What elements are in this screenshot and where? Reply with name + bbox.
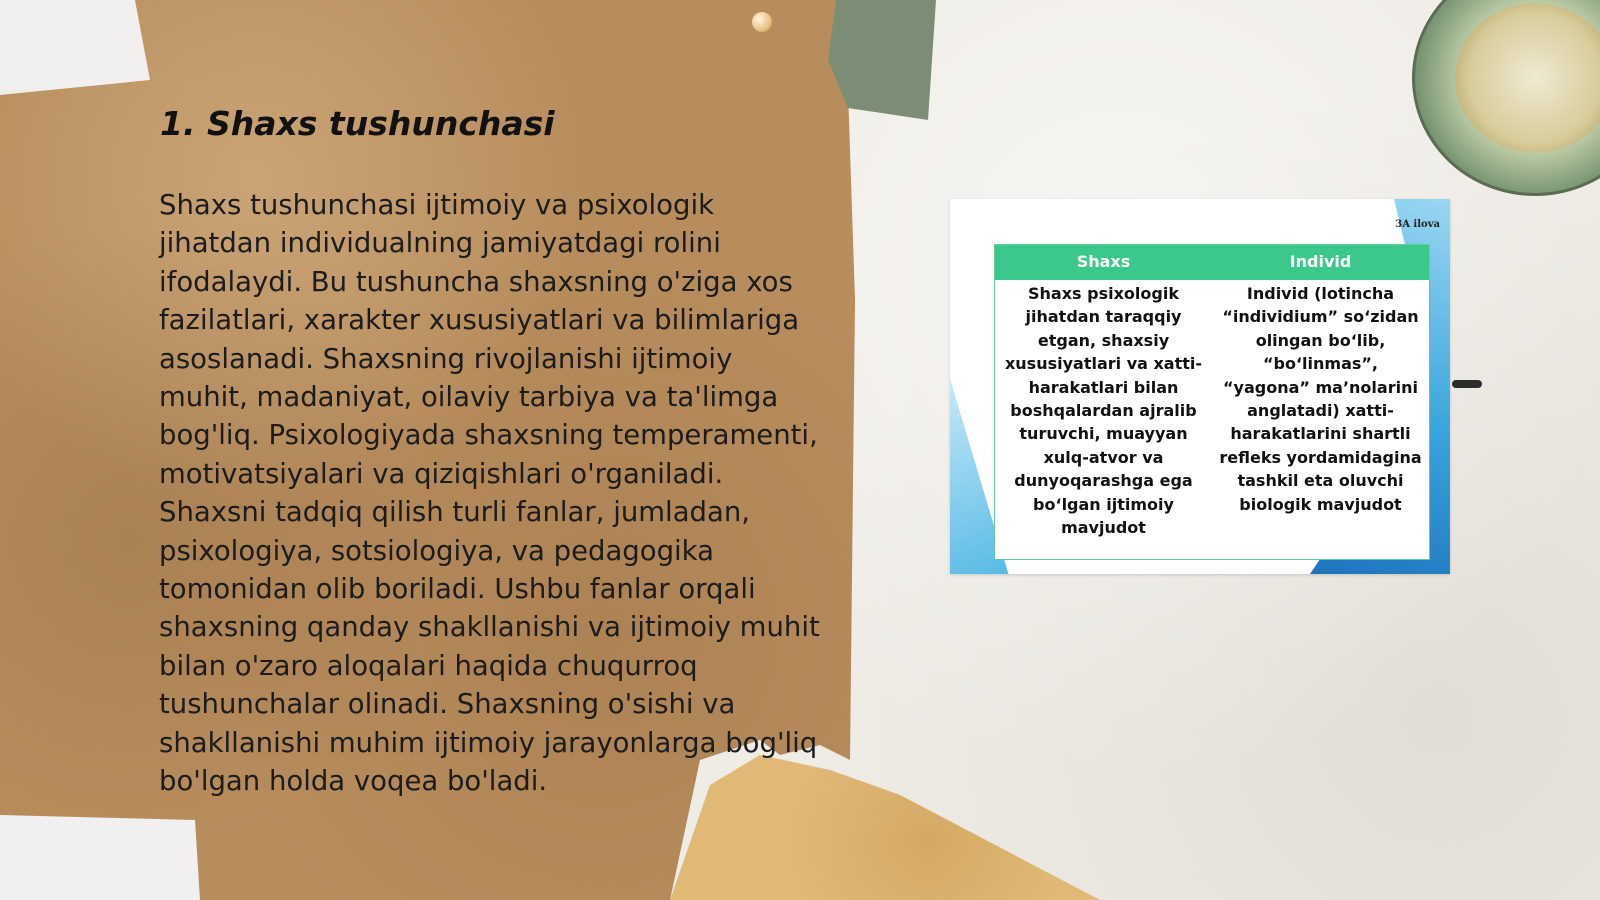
torn-paper-corner — [0, 0, 160, 90]
table-cell-shaxs: Shaxs psixologik jihatdan taraqqiy etgan, shaxsiy xususiyatlari va xatti-harakatlari bilan boshqalardan ajralib turuvchi, muayyan xulq-atvor va dunyoqarashga ega bo‘lgan ijtimoiy mavjudot — [1004, 284, 1203, 538]
table-header-row — [995, 245, 1429, 280]
torn-paper-corner-bottom — [0, 815, 210, 900]
decorative-squiggle — [1452, 380, 1482, 388]
clock-face — [1455, 3, 1600, 153]
comparison-figure — [950, 199, 1450, 574]
table-cell-individ: Individ (lotincha “individium” so‘zidan olingan bo‘lib, “bo‘linmas”, “yagona” ma’nolarini anglatadi) xatti-harakatlarini shartli refleks yordamidagina tashkil eta oluvchi biologik mavjudot — [1219, 284, 1422, 514]
figure-reference-label: 3A ilova — [1395, 219, 1440, 230]
slide-body-text: Shaxs tushunchasi ijtimoiy va psixologik jihatdan individualning jamiyatdagi rolini ifodalaydi. Bu tushuncha shaxsning o'ziga xos fazilatlari, xarakter xususiyatlari va bilimlariga asoslanadi. Shaxsning rivojlanishi ijtimoiy muhit, madaniyat, oilaviy tarbiya va ta'limga bog'liq. Psixologiyada shaxsning temperamenti, motivatsiyalari va qiziqishlari o'rganiladi. Shaxsni tadqiq qilish turli fanlar, jumladan, psixologiya, sotsiologiya, va pedagogika tomonidan olib boriladi. Ushbu fanlar orqali shaxsning qanday shakllanishi va ijtimoiy muhit bilan o'zaro aloqalari haqida chuqurroq tushunchalar olinadi. Shaxsning o'sishi va shakllanishi muhim ijtimoiy jarayonlarga bog'liq bo'lgan holda voqea bo'ladi. — [159, 189, 820, 798]
slide-title: 1. Shaxs tushunchasi — [160, 104, 555, 143]
table-header-individ: Individ — [1289, 252, 1352, 271]
comparison-table — [994, 244, 1430, 560]
pin-icon — [752, 12, 772, 32]
table-header-shaxs: Shaxs — [1076, 252, 1131, 271]
table-row — [995, 280, 1429, 539]
